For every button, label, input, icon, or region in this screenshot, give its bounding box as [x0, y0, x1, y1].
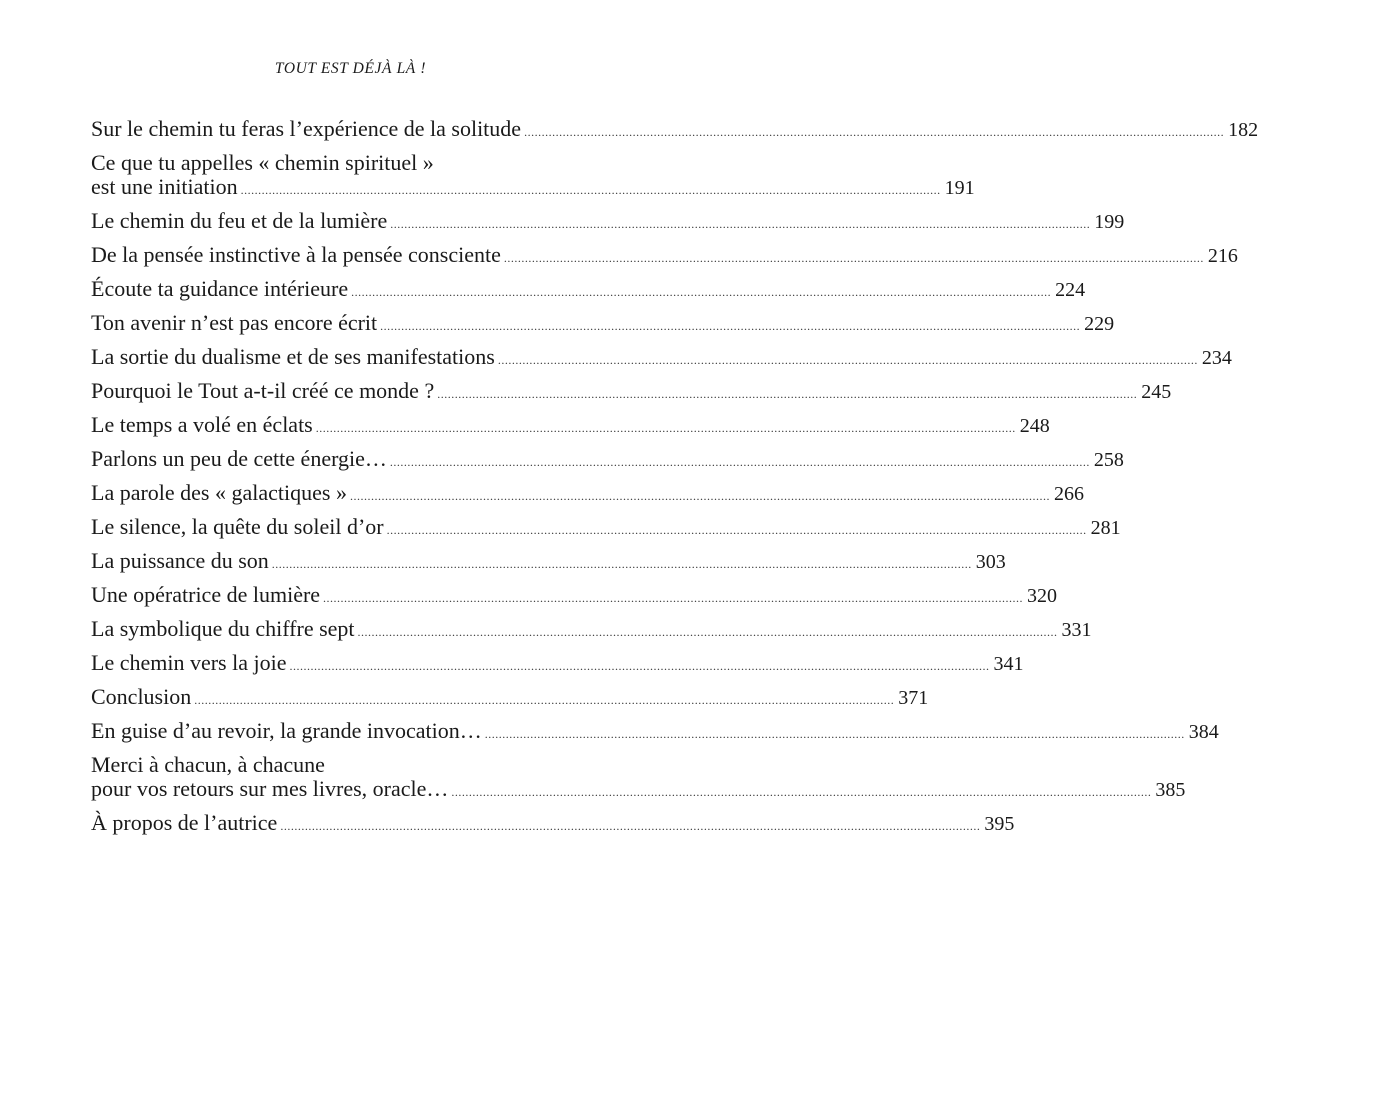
- running-head: TOUT EST DÉJÀ LÀ !: [274, 60, 427, 77]
- dot-leader: ........................................................................................................................................................................................................: [390, 217, 1091, 231]
- toc-entry[interactable]: [91, 378, 1172, 406]
- dot-leader: ........................................................................................................................................................................................................: [389, 455, 1090, 469]
- toc-entry-page: 303: [975, 551, 1006, 573]
- table-of-contents: [91, 116, 1259, 845]
- toc-entry-title: Une opératrice de lumière: [91, 582, 321, 607]
- toc-entry[interactable]: [91, 208, 1125, 236]
- dot-leader: ........................................................................................................................................................................................................: [280, 819, 981, 833]
- toc-entry-title: La sortie du dualisme et de ses manifestations: [91, 344, 495, 369]
- dot-leader: ........................................................................................................................................................................................................: [240, 183, 941, 197]
- toc-entry-page: 385: [1155, 779, 1186, 801]
- toc-entry-page: 234: [1201, 347, 1232, 369]
- dot-leader: ........................................................................................................................................................................................................: [323, 591, 1024, 605]
- toc-entry-title: En guise d’au revoir, la grande invocation…: [91, 718, 482, 743]
- toc-entry-title: Ton avenir n’est pas encore écrit: [91, 310, 378, 335]
- toc-entry-page: 320: [1027, 585, 1058, 607]
- toc-entry-page: 182: [1228, 119, 1259, 141]
- toc-entry-title-line: Ce que tu appelles « chemin spirituel »: [91, 150, 434, 175]
- toc-entry-title: Parlons un peu de cette énergie…: [91, 446, 387, 471]
- toc-entry-page: 248: [1019, 415, 1050, 437]
- toc-entry-page: 395: [984, 813, 1015, 835]
- toc-entry-title: Conclusion: [91, 684, 192, 709]
- toc-entry[interactable]: [91, 412, 1050, 440]
- toc-entry-title: pour vos retours sur mes livres, oracle…: [91, 776, 449, 801]
- toc-entry-page: 341: [993, 653, 1024, 675]
- toc-entry-title: Le temps a volé en éclats: [91, 412, 313, 437]
- toc-entry[interactable]: [91, 718, 1219, 746]
- toc-entry-title: La symbolique du chiffre sept: [91, 616, 355, 641]
- toc-entry[interactable]: [91, 810, 1015, 838]
- toc-entry-page: 331: [1061, 619, 1092, 641]
- toc-entry-title: Le chemin du feu et de la lumière: [91, 208, 388, 233]
- toc-entry-title: Le chemin vers la joie: [91, 650, 287, 675]
- toc-entry[interactable]: [91, 548, 1006, 576]
- toc-entry-page: 245: [1141, 381, 1172, 403]
- toc-entry-page: 266: [1053, 483, 1084, 505]
- toc-entry-page: 216: [1207, 245, 1238, 267]
- toc-entry[interactable]: [91, 582, 1058, 610]
- toc-entry[interactable]: [91, 150, 975, 202]
- toc-entry-page: 199: [1094, 211, 1125, 233]
- dot-leader: ........................................................................................................................................................................................................: [271, 557, 972, 571]
- toc-entry-page: 281: [1090, 517, 1121, 539]
- dot-leader: ........................................................................................................................................................................................................: [357, 625, 1058, 639]
- dot-leader: ........................................................................................................................................................................................................: [315, 421, 1016, 435]
- dot-leader: ........................................................................................................................................................................................................: [289, 659, 990, 673]
- toc-entry[interactable]: [91, 116, 1259, 144]
- toc-entry[interactable]: [91, 752, 1186, 804]
- toc-entry-title: Sur le chemin tu feras l’expérience de la solitude: [91, 116, 522, 141]
- dot-leader: ........................................................................................................................................................................................................: [194, 693, 895, 707]
- dot-leader: ........................................................................................................................................................................................................: [524, 125, 1225, 139]
- toc-entry[interactable]: [91, 446, 1124, 474]
- toc-entry-title-line: Merci à chacun, à chacune: [91, 752, 325, 777]
- dot-leader: ........................................................................................................................................................................................................: [380, 319, 1081, 333]
- toc-entry[interactable]: [91, 684, 929, 712]
- toc-entry-page: 191: [944, 177, 975, 199]
- toc-entry-title: À propos de l’autrice: [91, 810, 278, 835]
- toc-entry-title: La parole des « galactiques »: [91, 480, 347, 505]
- dot-leader: ........................................................................................................................................................................................................: [351, 285, 1052, 299]
- toc-entry[interactable]: [91, 514, 1121, 542]
- toc-entry[interactable]: [91, 650, 1024, 678]
- toc-entry-page: 258: [1093, 449, 1124, 471]
- toc-entry[interactable]: [91, 310, 1115, 338]
- dot-leader: ........................................................................................................................................................................................................: [497, 353, 1198, 367]
- toc-entry[interactable]: [91, 616, 1092, 644]
- toc-entry[interactable]: [91, 242, 1238, 270]
- toc-entry-page: 371: [898, 687, 929, 709]
- dot-leader: ........................................................................................................................................................................................................: [437, 387, 1138, 401]
- toc-entry-page: 384: [1188, 721, 1219, 743]
- toc-entry-title: De la pensée instinctive à la pensée consciente: [91, 242, 501, 267]
- dot-leader: ........................................................................................................................................................................................................: [503, 251, 1204, 265]
- toc-entry-title: La puissance du son: [91, 548, 269, 573]
- dot-leader: ........................................................................................................................................................................................................: [484, 727, 1185, 741]
- toc-entry-title: est une initiation: [91, 174, 238, 199]
- toc-entry-title: Pourquoi le Tout a-t-il créé ce monde ?: [91, 378, 435, 403]
- toc-entry[interactable]: [91, 276, 1086, 304]
- toc-entry-page: 224: [1055, 279, 1086, 301]
- toc-entry[interactable]: [91, 480, 1084, 508]
- toc-entry-page: 229: [1084, 313, 1115, 335]
- dot-leader: ........................................................................................................................................................................................................: [451, 785, 1152, 799]
- dot-leader: ........................................................................................................................................................................................................: [349, 489, 1050, 503]
- toc-entry-title: Écoute ta guidance intérieure: [91, 276, 349, 301]
- dot-leader: ........................................................................................................................................................................................................: [386, 523, 1087, 537]
- toc-entry[interactable]: [91, 344, 1232, 372]
- toc-entry-title: Le silence, la quête du soleil d’or: [91, 514, 384, 539]
